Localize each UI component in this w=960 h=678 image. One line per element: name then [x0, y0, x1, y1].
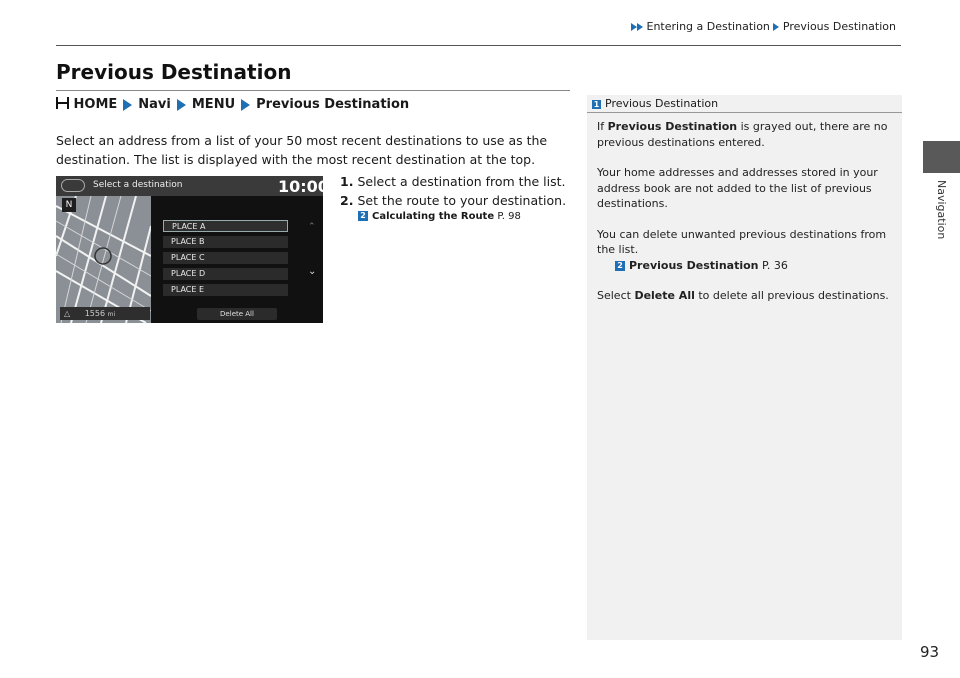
delete-all-button[interactable]: Delete All — [197, 308, 277, 320]
destination-item[interactable]: PLACE B — [163, 236, 288, 248]
step-text: Select a destination from the list. — [357, 174, 566, 189]
path-arrow-icon — [177, 99, 186, 111]
note-para-2-line-3: destinations. — [597, 197, 668, 210]
step-1 — [340, 174, 566, 189]
note-body — [597, 119, 897, 304]
back-icon[interactable] — [61, 179, 85, 192]
scroll-down-icon[interactable]: ⌄ — [308, 266, 317, 277]
reference-icon: 2 — [358, 211, 368, 221]
nav-screen — [56, 176, 329, 323]
step-text: Set the route to your destination. — [357, 193, 567, 208]
path-target: Previous Destination — [256, 97, 410, 112]
step-2 — [340, 193, 566, 208]
page-number: 93 — [920, 643, 940, 661]
destination-item[interactable]: PLACE A — [163, 220, 288, 232]
path-navi: Navi — [138, 97, 171, 112]
path-arrow-icon — [123, 99, 132, 111]
path-menu: MENU — [191, 97, 236, 112]
note-panel — [587, 95, 902, 640]
side-tab-label: Navigation — [935, 180, 948, 240]
note-para-2-line-2: address book are not added to the list of previous — [597, 181, 872, 195]
title-rule — [56, 90, 570, 91]
note-heading-rule — [587, 112, 902, 113]
clock: 10:00 — [278, 177, 329, 196]
distance-unit: mi — [107, 311, 116, 318]
screen-title-bar — [56, 176, 329, 196]
step-number: 2. — [340, 193, 354, 208]
note-xref-label[interactable]: Previous Destination — [629, 258, 759, 272]
note-heading-text: Previous Destination — [605, 97, 719, 110]
note-para-3-line-2: the list. — [597, 243, 639, 256]
scroll-up-icon[interactable]: ⌃ — [308, 222, 316, 232]
intro-line-1: Select an address from a list of your 50 most recent destinations to use as the — [56, 133, 548, 148]
note-heading — [592, 97, 718, 110]
map-view[interactable] — [56, 196, 151, 323]
distance-bar — [60, 307, 150, 320]
screen-title: Select a destination — [93, 180, 183, 190]
north-up-icon[interactable]: N — [62, 198, 76, 212]
note-xref[interactable] — [597, 258, 897, 274]
note-para-2-line-1: Your home addresses and addresses stored in your — [597, 166, 878, 179]
note-icon: 1 — [593, 99, 600, 109]
destination-item[interactable]: PLACE D — [163, 268, 288, 280]
path-arrow-icon — [241, 99, 250, 111]
home-icon — [56, 97, 69, 109]
side-tab-marker — [923, 141, 960, 173]
map-streets-graphic — [56, 196, 151, 323]
xref-page: P. 98 — [497, 211, 521, 222]
path-home: HOME — [73, 97, 118, 112]
breadcrumb-item-2[interactable]: Previous Destination — [782, 20, 896, 33]
reference-icon: 2 — [615, 261, 625, 271]
page-title: Previous Destination — [56, 60, 292, 84]
breadcrumb-arrow-icon — [773, 23, 779, 31]
breadcrumb-item-1[interactable]: Entering a Destination — [646, 20, 770, 33]
warning-icon: △ — [64, 309, 71, 318]
cross-reference[interactable] — [358, 211, 521, 222]
note-xref-page: P. 36 — [762, 258, 788, 272]
breadcrumb — [631, 20, 896, 33]
xref-label[interactable]: Calculating the Route — [372, 211, 495, 222]
intro-line-2: destination. The list is displayed with the most recent destination at the top. — [56, 152, 536, 167]
note-para-1: If Previous Destination is grayed out, there are no — [597, 120, 888, 133]
destination-item[interactable]: PLACE E — [163, 284, 288, 296]
note-para-4: Select Delete All to delete all previous destinations. — [597, 289, 889, 302]
menu-path — [56, 97, 409, 112]
distance-value: 1556 — [84, 309, 106, 318]
step-number: 1. — [340, 174, 354, 189]
destination-item[interactable]: PLACE C — [163, 252, 288, 264]
header-rule — [56, 45, 901, 46]
breadcrumb-arrow-icon — [637, 23, 643, 31]
note-para-3-line-1: You can delete unwanted previous destinations from — [597, 227, 887, 241]
note-para-1-cont: previous destinations entered. — [597, 135, 765, 149]
